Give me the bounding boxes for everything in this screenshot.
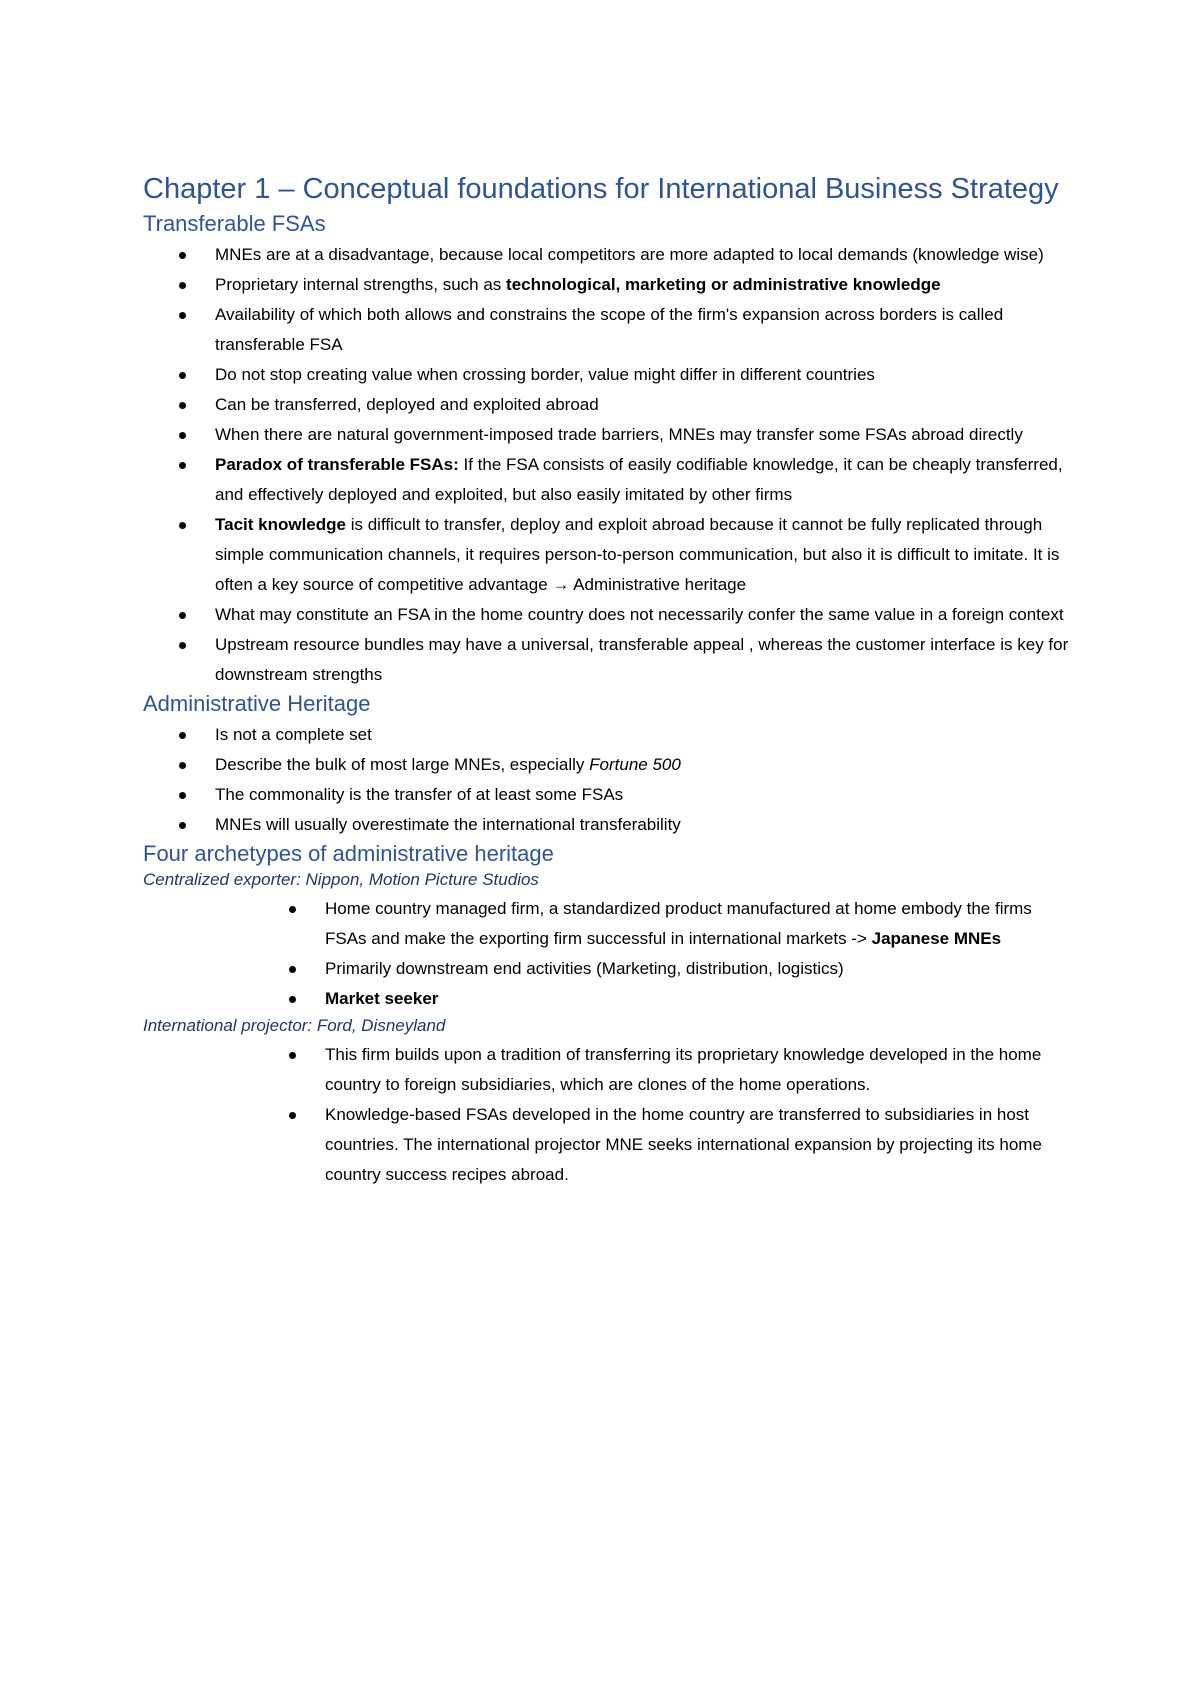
list-item: Availability of which both allows and constrains the scope of the firm's expansion across borders is called transferable FSA	[215, 305, 1004, 354]
section-heading-administrative-heritage: Administrative Heritage	[143, 691, 371, 716]
list-item: Primarily downstream end activities (Marketing, distribution, logistics)	[325, 959, 844, 978]
document-content	[143, 168, 1073, 1190]
list-item: Proprietary internal strengths, such as technological, marketing or administrative knowledge	[215, 275, 941, 294]
transferable-fsas-list	[215, 240, 1073, 690]
list-item: Upstream resource bundles may have a universal, transferable appeal , whereas the customer interface is key for downstream strengths	[215, 635, 1069, 684]
list-item: Market seeker	[325, 989, 439, 1008]
list-item: Do not stop creating value when crossing border, value might differ in different countries	[215, 365, 875, 384]
list-item: Tacit knowledge is difficult to transfer, deploy and exploit abroad because it cannot be fully replicated through simple communication channels, it requires person-to-person communication, but also it is difficult to imitate. It is often a key source of competitive advantage → Administrative heritage	[215, 515, 1060, 594]
list-item: Paradox of transferable FSAs: If the FSA consists of easily codifiable knowledge, it can be cheaply transferred, and effectively deployed and exploited, but also easily imitated by other firms	[215, 455, 1063, 504]
list-item: MNEs will usually overestimate the international transferability	[215, 815, 681, 834]
list-item: MNEs are at a disadvantage, because local competitors are more adapted to local demands (knowledge wise)	[215, 245, 1044, 264]
international-projector-list	[325, 1040, 1073, 1190]
centralized-exporter-list	[325, 894, 1073, 1014]
chapter-title: Chapter 1 – Conceptual foundations for International Business Strategy	[143, 173, 1059, 205]
list-item: The commonality is the transfer of at least some FSAs	[215, 785, 624, 804]
section-heading-four-archetypes: Four archetypes of administrative heritage	[143, 841, 554, 866]
section-heading-transferable-fsas: Transferable FSAs	[143, 211, 326, 236]
list-item: Describe the bulk of most large MNEs, especially Fortune 500	[215, 755, 681, 774]
list-item: Home country managed firm, a standardized product manufactured at home embody the firms FSAs and make the exporting firm successful in international markets -> Japanese MNEs	[325, 899, 1032, 948]
list-item: Is not a complete set	[215, 725, 372, 744]
list-item: Can be transferred, deployed and exploited abroad	[215, 395, 599, 414]
subheading-international-projector: International projector: Ford, Disneyland	[143, 1016, 446, 1035]
list-item: When there are natural government-imposed trade barriers, MNEs may transfer some FSAs abroad directly	[215, 425, 1023, 444]
subheading-centralized-exporter: Centralized exporter: Nippon, Motion Picture Studios	[143, 870, 539, 889]
administrative-heritage-list	[215, 720, 1073, 840]
list-item: Knowledge-based FSAs developed in the home country are transferred to subsidiaries in host countries. The international projector MNE seeks international expansion by projecting its home country success recipes abroad.	[325, 1105, 1042, 1184]
list-item: What may constitute an FSA in the home country does not necessarily confer the same value in a foreign context	[215, 605, 1064, 624]
list-item: This firm builds upon a tradition of transferring its proprietary knowledge developed in the home country to foreign subsidiaries, which are clones of the home operations.	[325, 1045, 1042, 1094]
